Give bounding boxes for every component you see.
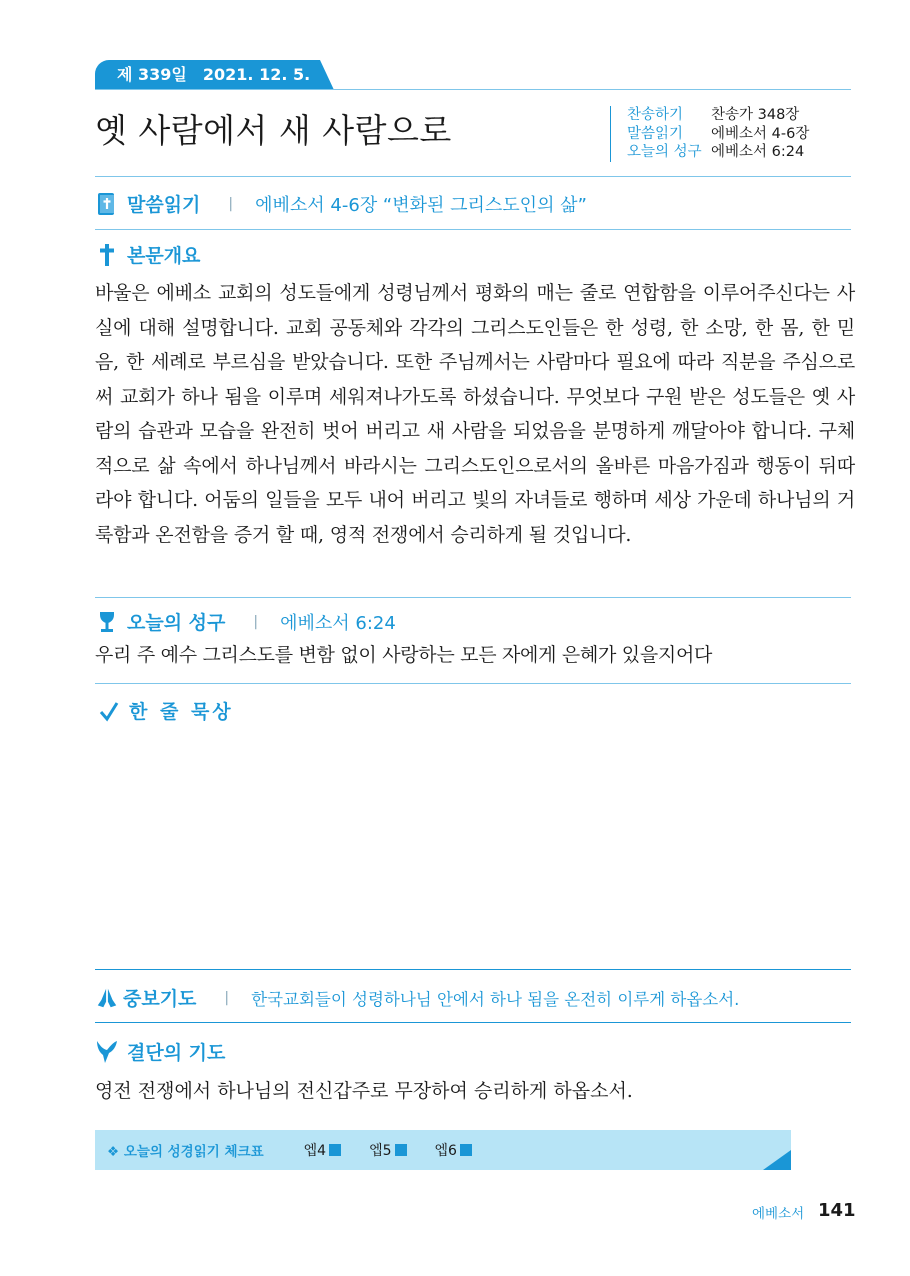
verse-section — [95, 608, 396, 635]
intercession-section — [95, 984, 739, 1011]
intercession-label: 중보기도 — [123, 988, 197, 1010]
checkbox[interactable] — [329, 1144, 341, 1156]
checkbox[interactable] — [460, 1144, 472, 1156]
footer-book: 에베소서 — [752, 1206, 805, 1222]
meditation-section — [97, 697, 234, 724]
page-corner-fold — [763, 1150, 791, 1170]
reading-reference: 에베소서 4-6장 “변화된 그리스도인의 삶” — [255, 194, 587, 216]
date-tab — [95, 60, 320, 114]
resolution-text: 영전 전쟁에서 하나님의 전신갑주로 무장하여 승리하게 하옵소서. — [95, 1080, 633, 1102]
checklist-item[interactable]: 엡4 — [304, 1140, 341, 1160]
checklist-item[interactable]: 엡5 — [369, 1140, 406, 1160]
summary-label: 본문개요 — [127, 245, 201, 267]
info-key: 찬송하기 — [627, 107, 684, 123]
divider — [95, 597, 851, 598]
info-verse — [627, 143, 809, 162]
reading-section — [95, 190, 587, 217]
summary-text: 바울은 에베소 교회의 성도들에게 성령님께서 평화의 매는 줄로 연합함을 이루어주신다는 사실에 대해 설명합니다. 교회 공동체와 각각의 그리스도인들은 한 성령, 한 소망, 한 몸, 한 믿음, 한 세례로 부르심을 받았습니다. 또한 주님께서는 사람마다 필요에 따라 직분을 주심으로써 교회가 하나 됨을 이루며 세워져나가도록 하셨습니다. 무엇보다 구원 받은 성도들은 옛 사람의 습관과 모습을 완전히 벗어 버리고 새 사람을 되었음을 분명하게 깨달아야 합니다. 구체적으로 삶 속에서 하나님께서 바라시는 그리스도인으로서의 올바른 마음가짐과 행동이 뒤따라야 합니다. 어둠의 일들을 모두 내어 버리고 빛의 자녀들로 행하며 세상 가운데 하나님의 거룩함과 온전함을 증거 할 때, 영적 전쟁에서 승리하게 될 것입니다. — [95, 282, 855, 546]
info-hymn — [627, 106, 809, 125]
praying-hands-icon — [95, 986, 119, 1010]
separator: | — [253, 613, 259, 630]
reading-checklist — [95, 1130, 791, 1170]
checkbox[interactable] — [395, 1144, 407, 1156]
verse-reference: 에베소서 6:24 — [280, 612, 396, 634]
separator: | — [224, 989, 230, 1006]
info-reading — [627, 125, 809, 144]
verse-text: 우리 주 예수 그리스도를 변함 없이 사랑하는 모든 자에게 은혜가 있을지어다 — [95, 644, 713, 666]
divider — [95, 229, 851, 230]
resolution-label: 결단의 기도 — [127, 1042, 226, 1064]
side-info — [610, 106, 809, 162]
divider — [95, 969, 851, 970]
page-number: 141 — [818, 1200, 856, 1221]
resolution-section — [95, 1038, 225, 1065]
separator: | — [228, 195, 234, 212]
verse-label: 오늘의 성구 — [127, 612, 226, 634]
divider — [95, 1022, 851, 1023]
divider — [95, 176, 851, 177]
bible-icon — [95, 192, 119, 216]
info-value: 에베소서 6:24 — [711, 144, 805, 160]
checklist-label: ❖ 오늘의 성경읽기 체크표 — [107, 1144, 264, 1160]
page-title: 옛 사람에서 새 사람으로 — [95, 111, 452, 150]
checkmark-icon — [97, 699, 121, 723]
reading-label: 말씀읽기 — [127, 194, 201, 216]
header-rule — [95, 89, 851, 90]
cross-icon — [95, 243, 119, 267]
info-key: 말씀읽기 — [627, 125, 684, 142]
date-label: 2021. 12. 5. 주 — [117, 65, 311, 114]
info-value: 찬송가 348장 — [711, 107, 800, 123]
meditation-writing-area[interactable] — [95, 730, 851, 960]
info-key: 오늘의 성구 — [627, 144, 702, 160]
chalice-icon — [95, 610, 119, 634]
dove-icon — [95, 1040, 119, 1064]
intercession-text: 한국교회들이 성령하나님 안에서 하나 됨을 온전히 이루게 하옵소서. — [251, 989, 740, 1009]
divider — [95, 683, 851, 684]
info-value: 에베소서 4-6장 — [711, 125, 810, 142]
summary-section — [95, 241, 200, 268]
meditation-label: 한 줄 묵상 — [129, 701, 234, 723]
checklist-item[interactable]: 엡6 — [435, 1140, 472, 1160]
day-number: 제 339일 — [117, 65, 187, 84]
